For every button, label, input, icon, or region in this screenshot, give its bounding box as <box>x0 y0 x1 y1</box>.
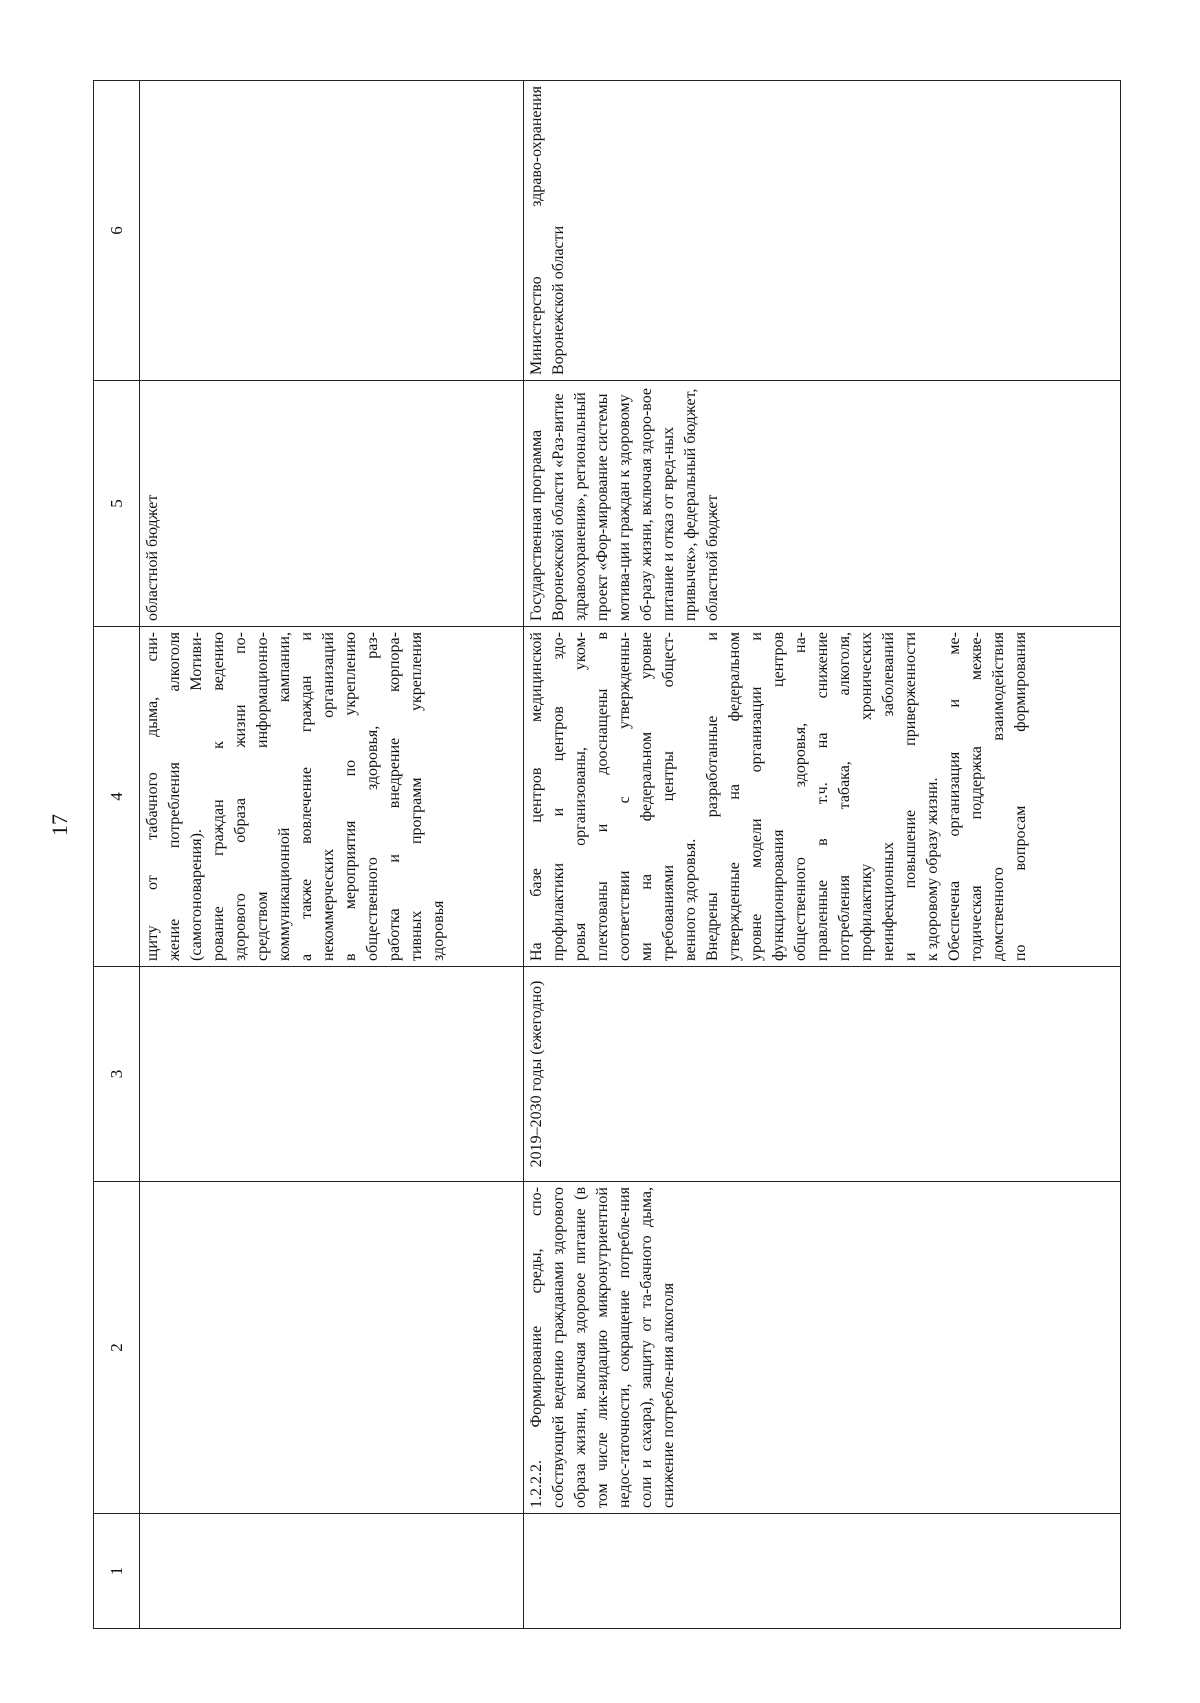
result-line: утвержденные на федеральном <box>726 632 743 961</box>
result-line: уровне модели организации и <box>748 632 765 961</box>
column-header: 1 <box>94 1514 140 1629</box>
result-line: в мероприятия по укреплению <box>342 632 359 961</box>
result-line: (самогоноварения). Мотиви- <box>188 632 205 961</box>
result-line: Обеспечена организация и ме- <box>946 632 963 961</box>
table-row <box>140 81 524 1629</box>
result-line: домственного взаимодействия <box>990 632 1007 961</box>
result-line: рование граждан к ведению <box>210 632 227 961</box>
result-line: общественного здоровья, на- <box>792 632 809 961</box>
result-line: неинфекционных заболеваний <box>880 632 897 961</box>
column-header: 4 <box>94 627 140 967</box>
cell-period <box>140 967 524 1182</box>
cell-source: областной бюджет <box>140 381 524 627</box>
cell-number <box>140 1514 524 1629</box>
result-line: и повышение приверженности <box>902 632 919 961</box>
result-line: правленные в т.ч. на снижение <box>814 632 831 961</box>
table-header-row <box>94 81 140 1629</box>
result-line: требованиями центры общест- <box>660 632 677 961</box>
result-line: по вопросам формирования <box>1012 632 1029 961</box>
measures-table <box>93 80 1121 1629</box>
column-header: 2 <box>94 1182 140 1514</box>
page-number: 17 <box>47 814 72 836</box>
result-line: работка и внедрение корпора- <box>386 632 403 961</box>
result-line: коммуникационной кампании, <box>276 632 293 961</box>
result-line: здорового образа жизни по- <box>232 632 249 961</box>
result-line: соответствии с утвержденны- <box>616 632 633 961</box>
result-line: средством информационно- <box>254 632 271 961</box>
result-line: венного здоровья. <box>682 838 699 961</box>
result-line: а также вовлечение граждан и <box>298 632 315 961</box>
result-line: здоровья <box>430 900 447 961</box>
document-table-rotated <box>93 81 1121 1629</box>
result-line: ми на федеральном уровне <box>638 632 655 961</box>
cell-responsible <box>140 81 524 381</box>
cell-responsible: Министерство здраво-охранения Воронежской области <box>524 81 1121 381</box>
column-header: 5 <box>94 381 140 627</box>
result-line: к здоровому образу жизни. <box>924 777 941 961</box>
column-header: 6 <box>94 81 140 381</box>
result-line: некоммерческих организаций <box>320 632 337 961</box>
result-line: потребления табака, алкоголя, <box>836 632 853 961</box>
cell-source: Государственная программа Воронежской области «Раз-витие здравоохранения», региональный проект «Фор-мирование системы мотива-ции граждан к здоровому об-разу жизни, включая здоро-вое питание и отказ от вред-ных привычек», федеральный бюджет, областной бюджет <box>524 381 1121 627</box>
result-line: жение потребления алкоголя <box>166 632 183 961</box>
column-header: 3 <box>94 967 140 1182</box>
result-line: плектованы и дооснащены в <box>594 632 611 961</box>
result-line: тодическая поддержка межве- <box>968 632 985 961</box>
cell-result <box>524 627 1121 967</box>
result-line: щиту от табачного дыма, сни- <box>144 632 161 961</box>
cell-result <box>140 627 524 967</box>
cell-measure <box>140 1182 524 1514</box>
cell-measure: 1.2.2.2. Формирование среды, спо-собствующей ведению гражданами здорового образа жизни, включая здоровое питание (в том числе лик-видацию микронутриентной недос-таточности, сокращение потребле-ния соли и сахара), защиту от та-бачного дыма, снижение потребле-ния алкоголя <box>524 1182 1121 1514</box>
table-row <box>524 81 1121 1629</box>
result-line: ровья организованы, уком- <box>572 632 589 961</box>
result-line: профилактику хронических <box>858 632 875 961</box>
result-line: Внедрены разработанные и <box>704 632 721 961</box>
result-line: тивных программ укрепления <box>408 632 425 961</box>
cell-period: 2019–2030 годы (ежегодно) <box>524 967 1121 1182</box>
result-line: На базе центров медицинской <box>528 632 545 961</box>
result-line: общественного здоровья, раз- <box>364 632 381 961</box>
cell-number <box>524 1514 1121 1629</box>
result-line: профилактики и центров здо- <box>550 632 567 961</box>
result-line: функционирования центров <box>770 632 787 961</box>
